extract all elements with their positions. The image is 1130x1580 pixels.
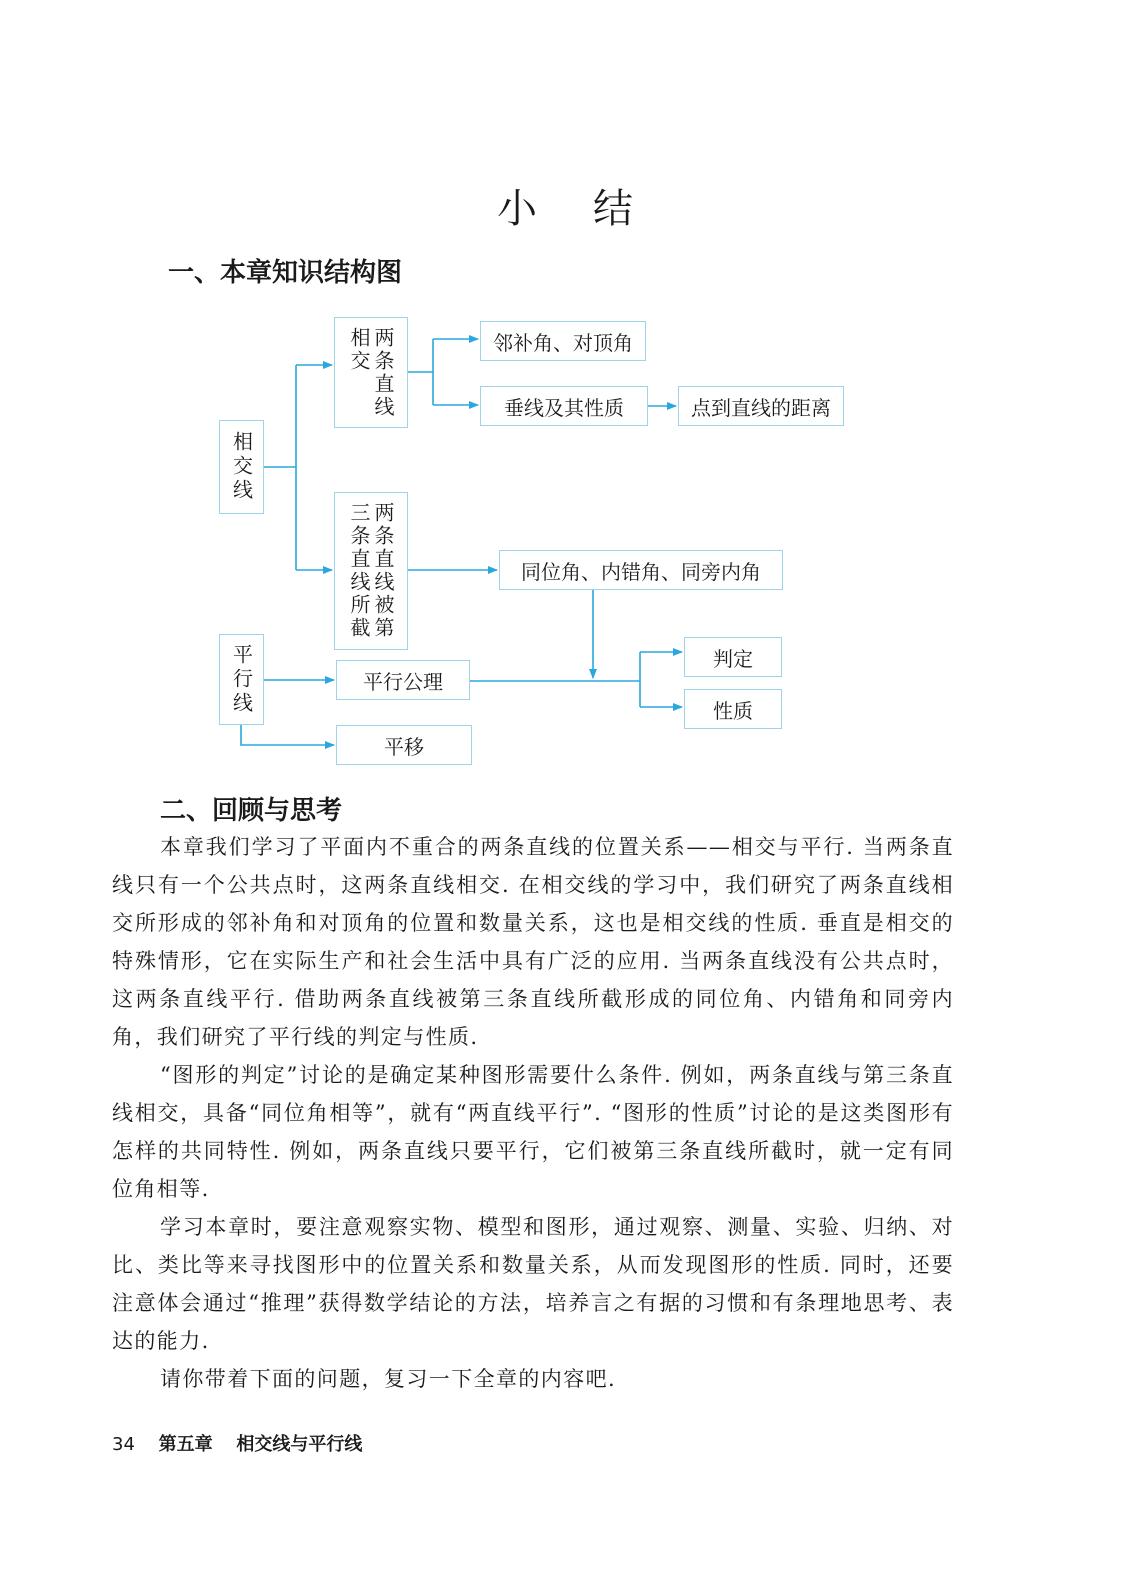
box-intersecting-lines: 相交线: [219, 420, 264, 514]
box-transversal: 两条直线被第 三条直线所截: [334, 492, 408, 650]
box-point-distance: 点到直线的距离: [678, 386, 844, 426]
box-parallel-lines: 平行线: [219, 634, 264, 725]
paragraph: 请你带着下面的问题，复习一下全章的内容吧.: [160, 1367, 617, 1391]
review-body: [112, 828, 954, 1398]
chapter-title: 相交线与平行线: [236, 1434, 363, 1455]
box-adjacent-vertical-angles: 邻补角、对顶角: [480, 321, 646, 361]
box-properties: 性质: [684, 689, 782, 729]
section-heading-structure: 一、本章知识结构图: [168, 258, 403, 288]
box-parallel-axiom: 平行公理: [336, 660, 470, 700]
page-footer: [112, 1430, 362, 1456]
box-translation: 平移: [336, 725, 472, 765]
box-two-lines-intersect: 两条直线 相交: [334, 317, 408, 428]
box-perpendicular: 垂线及其性质: [480, 386, 648, 426]
paragraph: 本章我们学习了平面内不重合的两条直线的位置关系——相交与平行. 当两条直线只有一个公共点时，这两条直线相交. 在相交线的学习中，我们研究了两条直线相交所形成的邻补角和对顶角的位置和数量关系，这也是相交线的性质. 垂直是相交的特殊情形，它在实际生产和社会生活中具有广泛的应用. 当两条直线没有公共点时，这两条直线平行. 借助两条直线被第三条直线所截形成的同位角、内错角和同旁内角，我们研究了平行线的判定与性质.: [112, 835, 954, 1049]
section-heading-review: 二、回顾与思考: [160, 796, 343, 826]
page-number: 34: [112, 1434, 135, 1455]
box-criteria: 判定: [684, 637, 782, 677]
arrow-to-translation: [241, 725, 334, 745]
box-angles: 同位角、内错角、同旁内角: [499, 550, 783, 590]
paragraph: 学习本章时，要注意观察实物、模型和图形，通过观察、测量、实验、归纳、对比、类比等来寻找图形中的位置关系和数量关系，从而发现图形的性质. 同时，还要注意体会通过“推理”获得数学结论的方法，培养言之有据的习惯和有条理地思考、表达的能力.: [112, 1215, 954, 1353]
page-title: 小结: [497, 185, 689, 232]
chapter-label: 第五章: [158, 1434, 213, 1455]
paragraph: “图形的判定”讨论的是确定某种图形需要什么条件. 例如，两条直线与第三条直线相交，具备“同位角相等”，就有“两直线平行”. “图形的性质”讨论的是这类图形有怎样的共同特性. 例如，两条直线只要平行，它们被第三条直线所截时，就一定有同位角相等.: [112, 1063, 954, 1201]
